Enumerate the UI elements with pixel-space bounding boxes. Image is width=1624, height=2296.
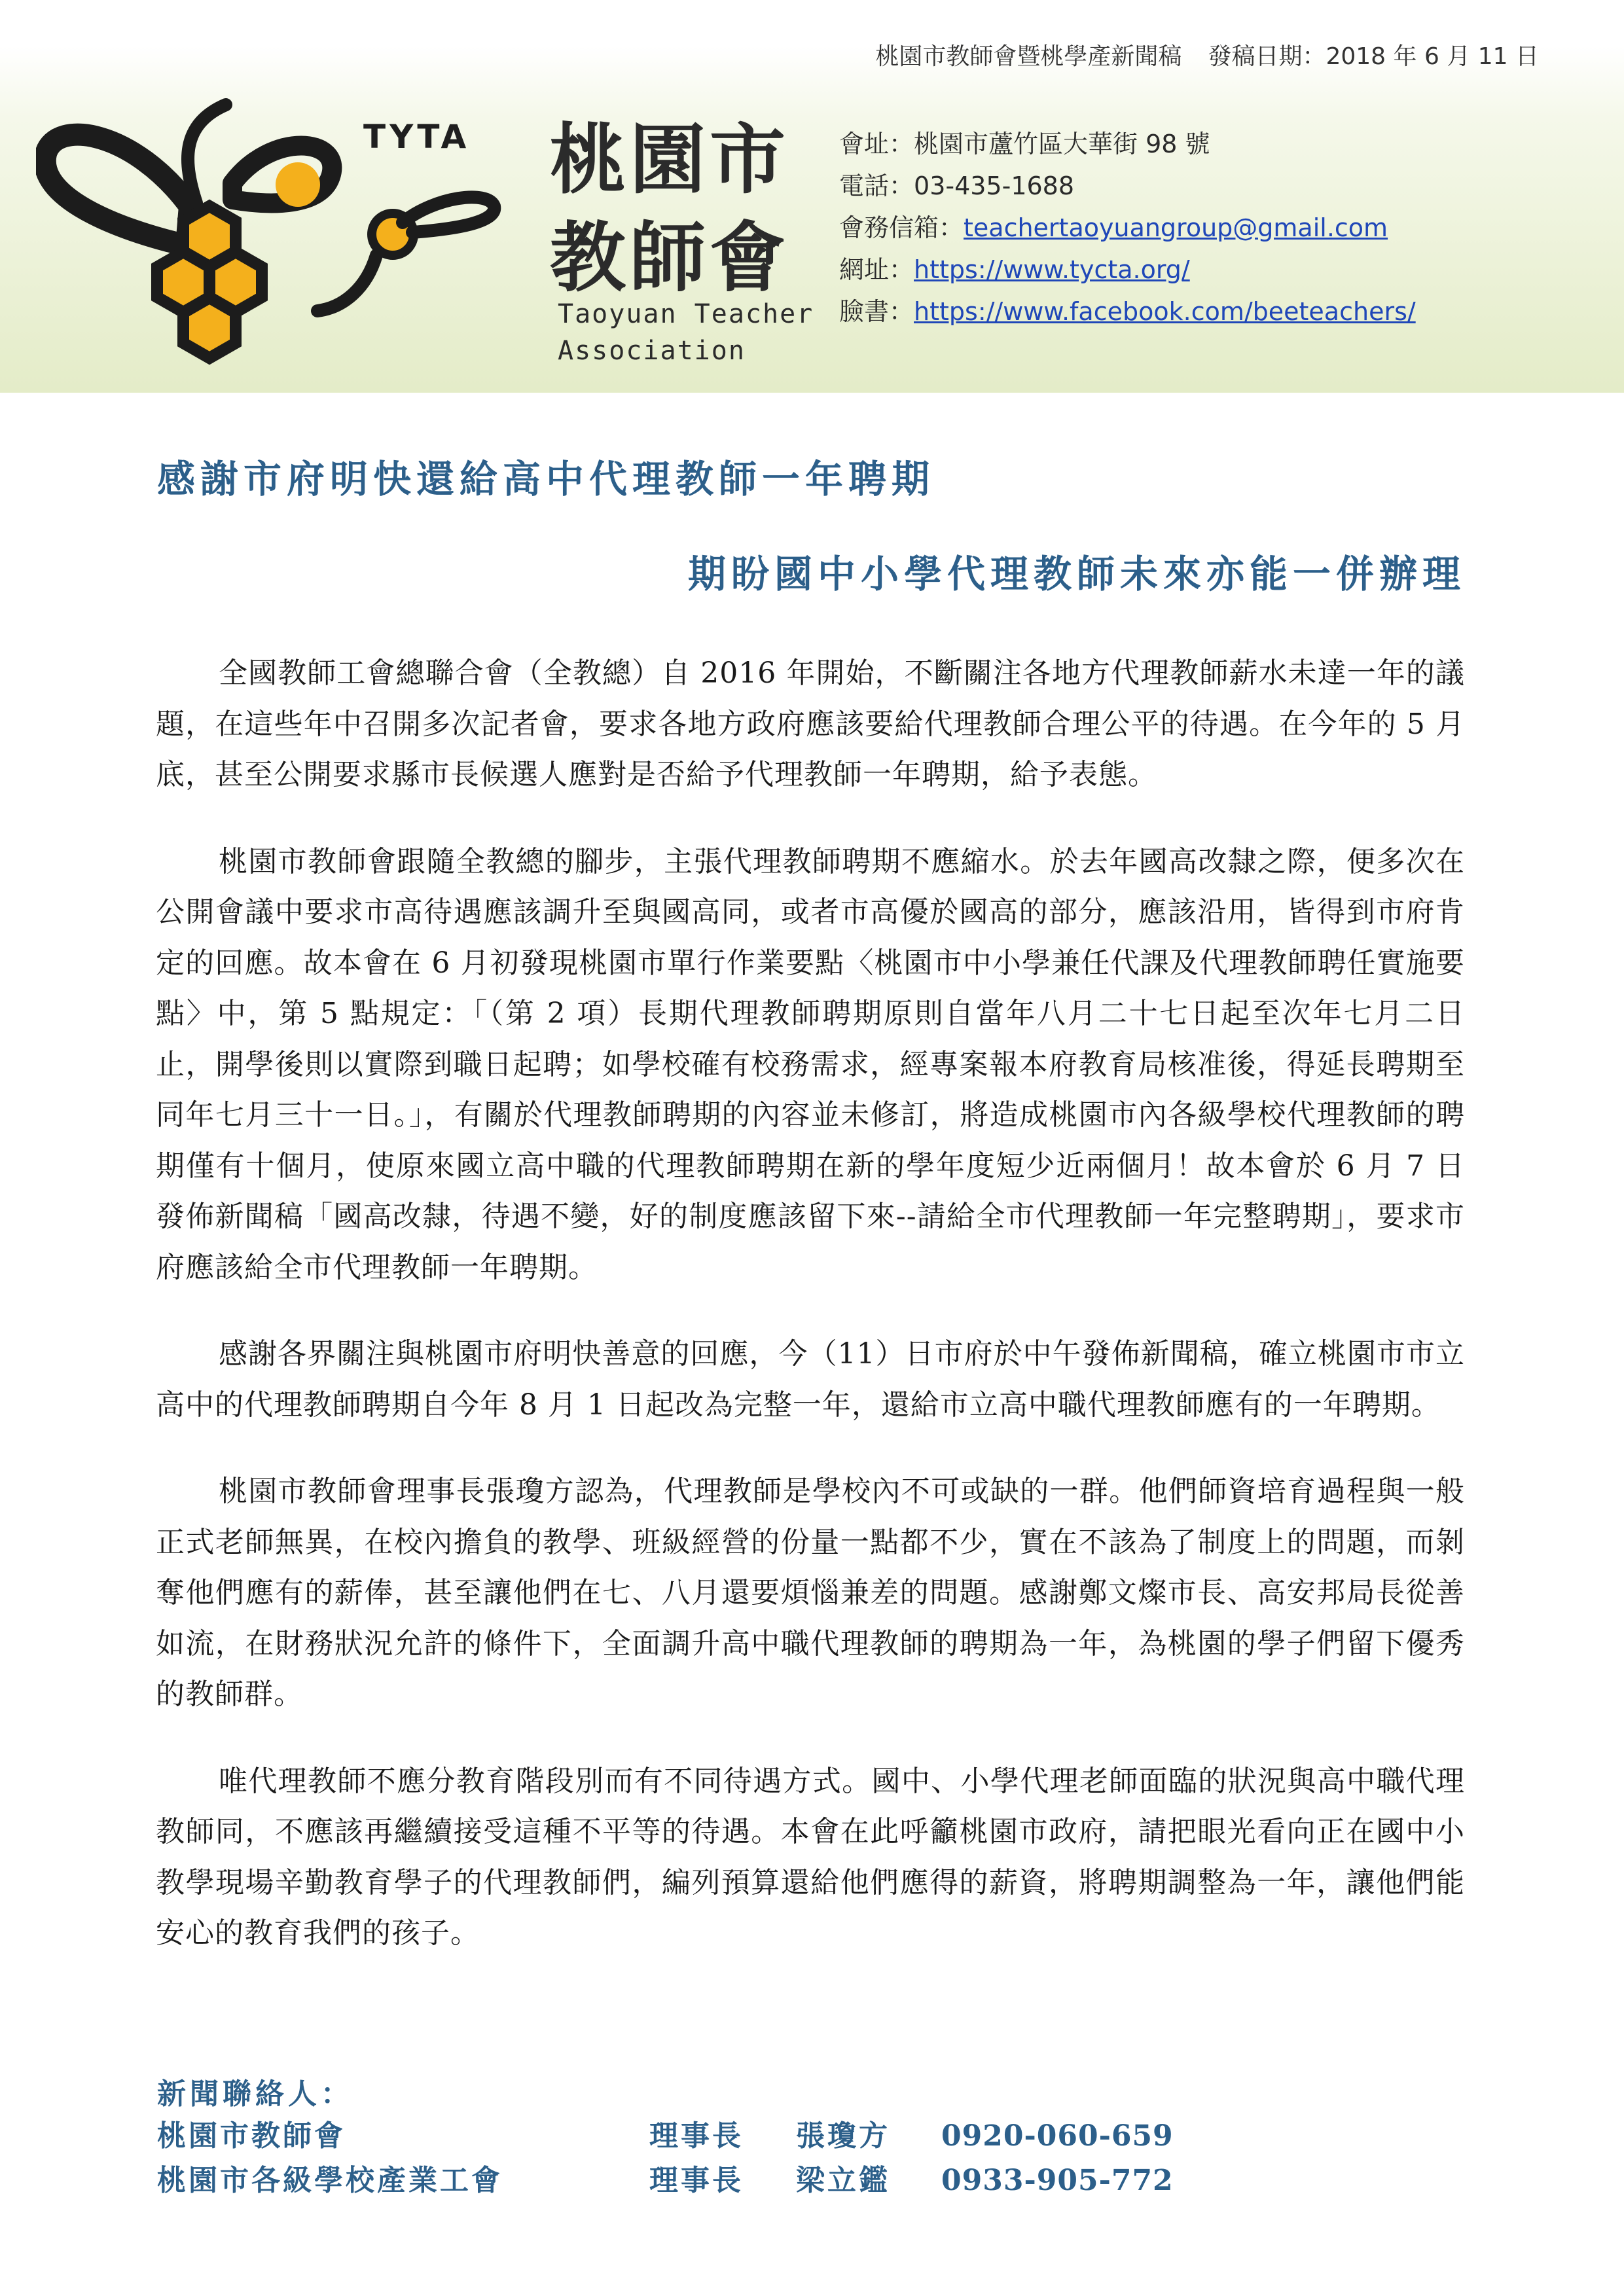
brand-en-line1: Taoyuan Teacher: [558, 299, 814, 329]
paragraph: 全國教師工會總聯合會（全教總）自 2016 年開始，不斷關注各地方代理教師薪水未達一年的議題，在這些年中召開多次記者會，要求各地方政府應該要給代理教師合理公平的待遇。在今年的 5 月底，甚至公開要求縣市長候選人應對是否給予代理教師一年聘期，給予表態。: [156, 656, 1465, 791]
headline-secondary: 期盼國中小學代理教師未來亦能一併辦理: [687, 552, 1466, 596]
release-info: [875, 38, 1539, 71]
bee-wing-left: [45, 135, 190, 245]
facebook-row: [839, 291, 1416, 332]
phone-value: 03-435-1688: [914, 171, 1075, 200]
phone-label: 電話：: [839, 171, 914, 200]
press-contacts-heading: 新聞聯絡人：: [157, 2077, 353, 2111]
brand-name-english: [558, 296, 814, 369]
release-date: 發稿日期：2018 年 6 月 11 日: [1208, 43, 1539, 70]
small-bee-tail: [317, 255, 376, 311]
paragraph: 桃園市教師會理事長張瓊方認為，代理教師是學校內不可或缺的一群。他們師資培育過程與一般正式老師無異，在校內擔負的教學、班級經營的份量一點都不少，實在不該為了制度上的問題，而剝奪他們應有的薪俸，甚至讓他們在七、八月還要煩惱兼差的問題。感謝鄭文燦市長、高安邦局長從善如流，在財務狀況允許的條件下，全面調升高中職代理教師的聘期為一年，為桃園的學子們留下優秀的教師群。: [156, 1475, 1465, 1711]
address-row: [839, 123, 1416, 165]
contact-info: [839, 123, 1416, 332]
address-value: 桃園市蘆竹區大華街 98 號: [914, 130, 1210, 158]
contact-name: 梁立鑑: [796, 2164, 890, 2197]
contact-phone: 0933-905-772: [941, 2164, 1174, 2197]
brand-name-line2: 教師會: [550, 214, 789, 302]
contact-name: 張瓊方: [796, 2119, 890, 2153]
facebook-label: 臉書：: [839, 297, 914, 326]
hex-cell-4: [183, 298, 236, 358]
website-row: [839, 249, 1416, 291]
email-row: [839, 207, 1416, 249]
contact-person-row: [157, 2114, 1335, 2159]
contact-role: 理事長: [649, 2164, 744, 2197]
email-link[interactable]: teachertaoyuangroup@gmail.com: [964, 213, 1388, 242]
press-contacts: [157, 2075, 1335, 2203]
paragraph: 桃園市教師會跟隨全教總的腳步，主張代理教師聘期不應縮水。於去年國高改隸之際，便多次在公開會議中要求市高待遇應該調升至與國高同，或者市高優於國高的部分，應該沿用，皆得到市府肯定的回應。故本會在 6 月初發現桃園市單行作業要點〈桃園市中小學兼任代課及代理教師聘任實施要點〉中，第 5 點規定：「（第 2 項）長期代理教師聘期原則自當年八月二十七日起至次年七月二日止，開學後則以實際到職日起聘；如學校確有校務需求，經專案報本府教育局核准後，得延長聘期至同年七月三十一日。」，有關於代理教師聘期的內容並未修訂，將造成桃園市內各級學校代理教師的聘期僅有十個月，使原來國立高中職的代理教師聘期在新的學年度短少近兩個月！故本會於 6 月 7 日發佈新聞稿「國高改隸，待遇不變，好的制度應該留下來--請給全市代理教師一年完整聘期」，要求市府應該給全市代理教師一年聘期。: [156, 844, 1465, 1284]
small-bee-wing: [403, 197, 494, 232]
brand-en-line2: Association: [558, 336, 746, 366]
website-label: 網址：: [839, 255, 914, 284]
headline-primary: 感謝市府明快還給高中代理教師一年聘期: [157, 457, 935, 501]
paragraph: 唯代理教師不應分教育階段別而有不同待遇方式。國中、小學代理老師面臨的狀況與高中職代理教師同，不應該再繼續接受這種不平等的待遇。本會在此呼籲桃園市政府，請把眼光看向正在國中小教學現場辛勤教育學子的代理教師們，編列預算還給他們應得的薪資，將聘期調整為一年，讓他們能安心的教育我們的孩子。: [156, 1764, 1465, 1950]
brand-abbreviation: TYTA: [363, 118, 471, 156]
bee-head: [276, 162, 320, 207]
facebook-link[interactable]: https://www.facebook.com/beeteachers/: [914, 297, 1416, 326]
paragraph: 感謝各界關注與桃園市府明快善意的回應，今（11）日市府於中午發佈新聞稿，確立桃園市市立高中的代理教師聘期自今年 8 月 1 日起改為完整一年，還給市立高中職代理教師應有的一年聘期。: [156, 1337, 1465, 1422]
email-label: 會務信箱：: [839, 213, 964, 242]
website-link[interactable]: https://www.tycta.org/: [914, 255, 1190, 284]
contact-org: 桃園市各級學校產業工會: [157, 2164, 503, 2197]
contact-phone: 0920-060-659: [941, 2119, 1174, 2153]
contact-org: 桃園市教師會: [157, 2119, 346, 2153]
contact-person-row: [157, 2159, 1335, 2203]
contact-role: 理事長: [649, 2119, 744, 2153]
brand-name-chinese: [550, 111, 825, 308]
release-org: 桃園市教師會暨桃學產新聞稿: [875, 43, 1182, 70]
bee-antenna: [188, 105, 226, 203]
phone-row: [839, 165, 1416, 207]
article-body: [156, 648, 1465, 1995]
brand-name-line1: 桃園市: [550, 116, 789, 204]
address-label: 會址：: [839, 130, 914, 158]
